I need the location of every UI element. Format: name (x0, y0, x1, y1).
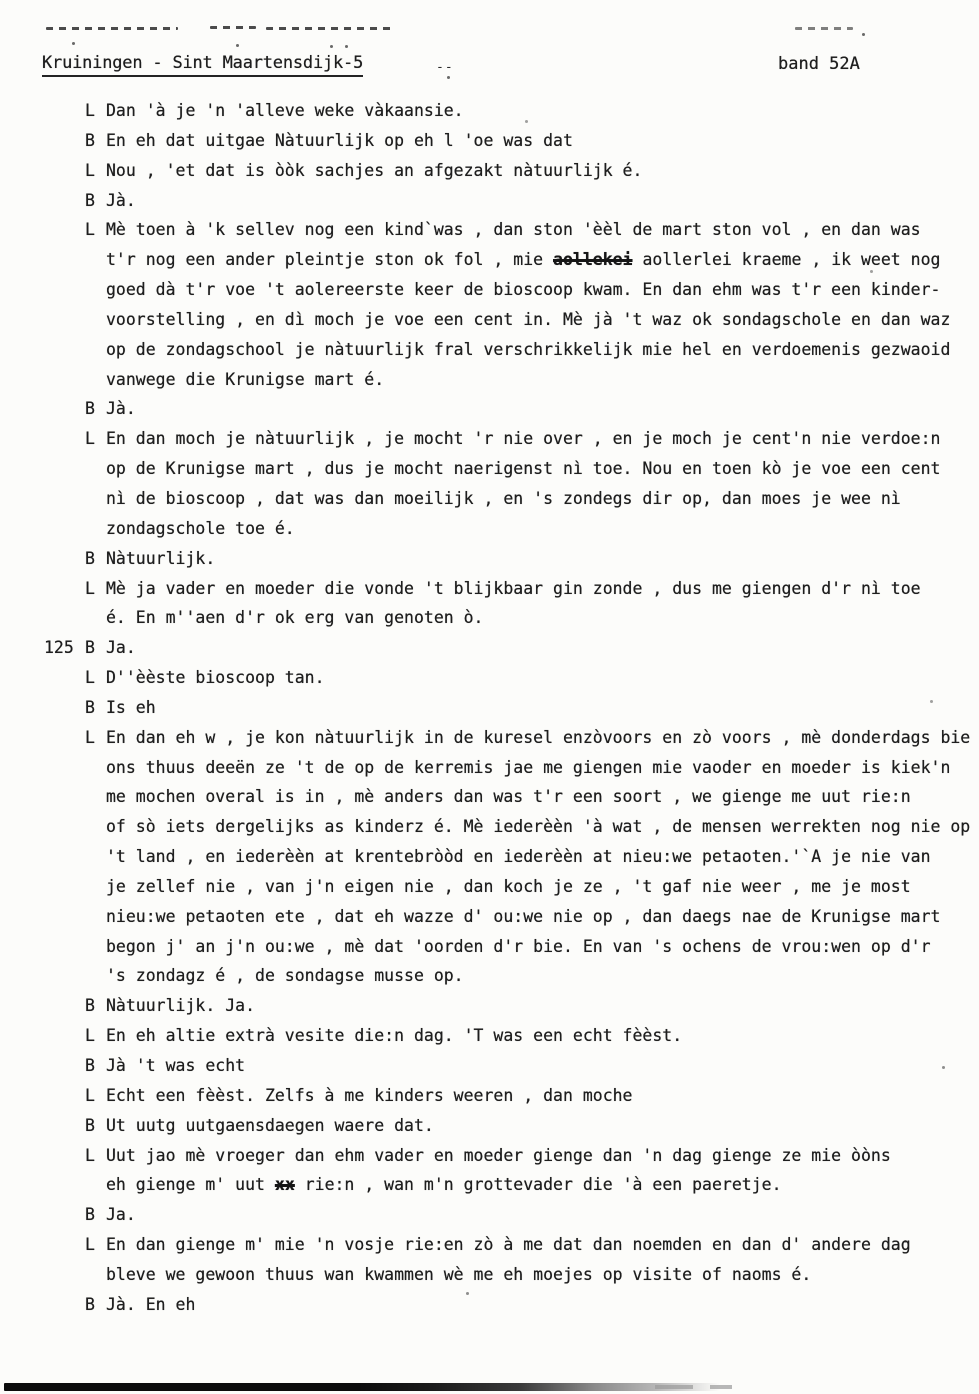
transcript-line (0, 484, 979, 514)
text-segment: op de zondagschool je nàtuurlijk fral verschrikkelijk mie hel en verdoemenis gezwaoid (106, 339, 951, 359)
text-segment: En eh altie extrà vesite die:n dag. 'T was een echt fèèst. (106, 1026, 683, 1046)
transcript-line (0, 633, 979, 663)
line-text (106, 996, 255, 1015)
line-text (106, 698, 156, 717)
text-segment: of sò iets dergelijks as kinderz é. Mè iederèèn 'à wat , de mensen werrekten nog nie op (106, 817, 971, 837)
text-segment: je zellef nie , van j'n eigen nie , dan koch je ze , 't gaf nie weer , me je most (106, 876, 911, 896)
text-segment: nì de bioscoop , dat was dan moeilijk , en 's zondegs dir op, dan moes je wee nì (106, 488, 901, 508)
speaker-label: B (85, 130, 95, 150)
line-text (106, 608, 484, 627)
transcript-line (0, 1051, 979, 1081)
scan-speck (330, 45, 333, 48)
text-segment: vanwege die Krunigse mart é. (106, 369, 385, 389)
transcript-line (0, 872, 979, 902)
line-text (106, 340, 950, 359)
struck-out-word: xx (274, 1175, 295, 1195)
transcript-line (0, 663, 979, 693)
scan-speck (236, 44, 239, 47)
speaker-label: L (85, 160, 95, 180)
line-text (106, 1026, 682, 1045)
text-segment: Nàtuurlijk. Ja. (106, 996, 256, 1016)
speaker-label: L (85, 1026, 95, 1046)
line-text (106, 638, 136, 657)
text-segment: me mochen overal is in , mè anders dan was t'r een soort , we gienge me uut rie:n (106, 787, 911, 807)
line-text (106, 310, 950, 329)
text-segment: Nou , 'et dat is òòk sachjes an afgezakt nàtuurlijk é. (106, 160, 643, 180)
scan-smudge (46, 27, 178, 30)
transcript-line (0, 782, 979, 812)
text-segment: 's zondagz é , de sondagse musse op. (106, 966, 464, 986)
transcript-line (0, 1260, 979, 1290)
transcript-line (0, 186, 979, 216)
text-segment: Jà. (106, 190, 136, 210)
line-text (106, 1175, 782, 1194)
line-text (106, 1056, 245, 1075)
line-text (106, 280, 940, 299)
speaker-label: B (85, 1294, 95, 1314)
transcript-line (0, 574, 979, 604)
text-segment: 't land , en iederèèn at krentebròòd en iederèèn at nieu:we petaoten.'`A je nie van (106, 847, 931, 867)
line-text (106, 101, 464, 120)
line-text (106, 728, 970, 747)
line-text (106, 1205, 136, 1224)
text-segment: nieu:we petaoten ete , dat eh wazze d' ou:we nie op , dan daegs nae de Krunigse mart (106, 906, 941, 926)
struck-out-word: aollekei (553, 250, 633, 270)
title-trailing-marks: -- (436, 60, 454, 75)
speaker-label: B (85, 697, 95, 717)
speaker-label: B (85, 190, 95, 210)
line-text (106, 907, 940, 926)
scan-smudge (210, 26, 256, 29)
transcript-line (0, 126, 979, 156)
line-text (106, 1295, 195, 1314)
speaker-label: B (85, 996, 95, 1016)
text-segment: Nàtuurlijk. (106, 548, 216, 568)
text-segment: é. En m''aen d'r ok erg van genoten ò. (106, 608, 484, 628)
transcript-line (0, 454, 979, 484)
page-title: Kruiningen - Sint Maartensdijk-5 (42, 53, 363, 77)
text-segment: D''èèste bioscoop tan. (106, 668, 325, 688)
transcript-line (0, 693, 979, 723)
speaker-label: L (85, 727, 95, 747)
line-text (106, 966, 464, 985)
line-text (106, 161, 642, 180)
text-segment: zondagschole toe é. (106, 518, 295, 538)
speaker-label: L (85, 1145, 95, 1165)
line-text (106, 877, 911, 896)
text-segment: Uut jao mè vroeger dan ehm vader en moeder gienge dan 'n dag gienge ze mie òòns (106, 1145, 891, 1165)
scan-speck (862, 33, 865, 36)
line-text (106, 1265, 811, 1284)
line-text (106, 459, 940, 478)
scan-bottom-bar-fragment (655, 1385, 693, 1389)
transcript-line (0, 1141, 979, 1171)
transcript-line (0, 245, 979, 275)
transcript-line (0, 902, 979, 932)
transcript-line (0, 424, 979, 454)
text-segment: Mè toen à 'k sellev nog een kind`was , dan ston 'èèl de mart ston vol , en dan was (106, 220, 921, 240)
line-text (106, 847, 931, 866)
line-text (106, 758, 950, 777)
transcript-line (0, 514, 979, 544)
scan-smudge (795, 27, 853, 30)
text-segment: Mè ja vader en moeder die vonde 't blijkbaar gin zonde , dus me giengen d'r nì toe (106, 578, 921, 598)
line-text (106, 1146, 891, 1165)
text-segment: En dan moch je nàtuurlijk , je mocht 'r nie over , en je moch je cent'n nie verdoe:n (106, 429, 941, 449)
text-segment: Jà 't was echt (106, 1056, 246, 1075)
line-text (106, 787, 911, 806)
line-text (106, 250, 940, 269)
speaker-label: B (85, 638, 95, 658)
transcript-line (0, 394, 979, 424)
speaker-label: B (85, 1056, 95, 1075)
text-segment: En dan eh w , je kon nàtuurlijk in de kuresel enzòvoors en zò voors , mè donderdags bie (106, 727, 971, 747)
transcript-line (0, 275, 979, 305)
line-text (106, 131, 573, 150)
text-segment: Ut uutg uutgaensdaegen waere dat. (106, 1115, 434, 1135)
text-segment: Ja. (106, 1205, 136, 1225)
speaker-label: B (85, 1115, 95, 1135)
line-text (106, 937, 931, 956)
text-segment: Jà. En eh (106, 1294, 196, 1314)
transcript-line (0, 1111, 979, 1141)
transcript-line (0, 335, 979, 365)
band-number: band 52A (778, 54, 860, 74)
line-text (106, 1116, 434, 1135)
speaker-label: L (85, 101, 95, 120)
transcript-line (0, 842, 979, 872)
transcript-line (0, 1200, 979, 1230)
line-text (106, 489, 901, 508)
transcript-body (0, 96, 979, 1320)
speaker-label: L (85, 578, 95, 598)
transcript-line (0, 215, 979, 245)
text-segment: t'r nog een ander pleintje ston ok fol , mie (106, 250, 554, 270)
text-segment: En dan gienge m' mie 'n vosje rie:en zò à me dat dan noemden en dan d' andere dag (106, 1235, 911, 1255)
transcript-line (0, 96, 979, 126)
transcript-line (0, 1290, 979, 1320)
line-text (106, 399, 136, 418)
text-segment: voorstelling , en dì moch je voe een cent in. Mè jà 't waz ok sondagschole en dan waz (106, 309, 951, 329)
scan-speck (345, 45, 348, 48)
line-text (106, 549, 215, 568)
transcript-line (0, 723, 979, 753)
text-segment: ons thuus deeën ze 't de op de kerremis jae me giengen mie vaoder en moeder is kiek'n (106, 757, 951, 777)
transcript-line (0, 1021, 979, 1051)
line-number: 125 (44, 638, 74, 658)
scan-bottom-bar (4, 1383, 742, 1391)
speaker-label: L (85, 429, 95, 449)
line-text (106, 817, 970, 836)
transcript-line (0, 365, 979, 395)
text-segment: En eh dat uitgae Nàtuurlijk op eh l 'oe was dat (106, 130, 573, 150)
transcript-line (0, 932, 979, 962)
line-text (106, 1086, 633, 1105)
transcript-line (0, 1081, 979, 1111)
speaker-label: L (85, 1085, 95, 1105)
line-text (106, 668, 325, 687)
transcript-line (0, 1170, 979, 1200)
transcript-line (0, 961, 979, 991)
line-text (106, 191, 136, 210)
line-text (106, 579, 921, 598)
scan-bottom-bar-fragment (710, 1385, 732, 1389)
text-segment: Echt een fèèst. Zelfs à me kinders weeren , dan moche (106, 1085, 633, 1105)
text-segment: begon j' an j'n ou:we , mè dat 'oorden d'r bie. En van 's ochens de vrou:wen op d'r (106, 936, 931, 956)
transcript-line (0, 156, 979, 186)
speaker-label: L (85, 220, 95, 240)
text-segment: op de Krunigse mart , dus je mocht naerigenst nì toe. Nou en toen kò je voe een cent (106, 459, 941, 479)
speaker-label: L (85, 1235, 95, 1255)
speaker-label: L (85, 668, 95, 688)
transcript-line (0, 603, 979, 633)
scan-smudge (266, 27, 394, 30)
transcript-line (0, 544, 979, 574)
speaker-label: B (85, 399, 95, 419)
text-segment: Ja. (106, 638, 136, 658)
line-text (106, 370, 384, 389)
speaker-label: B (85, 1205, 95, 1225)
transcript-line (0, 1230, 979, 1260)
speaker-label: B (85, 548, 95, 568)
text-segment: goed dà t'r voe 't aolereerste keer de bioscoop kwam. En dan ehm was t'r een kinder- (106, 280, 941, 300)
text-segment: bleve we gewoon thuus wan kwammen wè me eh moejes op visite of naoms é. (106, 1264, 812, 1284)
text-segment: rie:n , wan m'n grottevader die 'à een paeretje. (294, 1175, 782, 1195)
text-segment: Jà. (106, 399, 136, 419)
line-text (106, 429, 940, 448)
line-text (106, 1235, 911, 1254)
transcript-line (0, 991, 979, 1021)
scan-speck (447, 76, 450, 79)
scan-speck (72, 42, 75, 45)
text-segment: aollerlei kraeme , ik weet nog (632, 250, 941, 270)
line-text (106, 220, 921, 239)
transcript-line (0, 753, 979, 783)
transcript-line (0, 812, 979, 842)
text-segment: Is eh (106, 697, 156, 717)
transcript-line (0, 305, 979, 335)
text-segment: eh gienge m' uut (106, 1175, 275, 1195)
text-segment: Dan 'à je 'n 'alleve weke vàkaansie. (106, 101, 464, 120)
line-text (106, 519, 295, 538)
